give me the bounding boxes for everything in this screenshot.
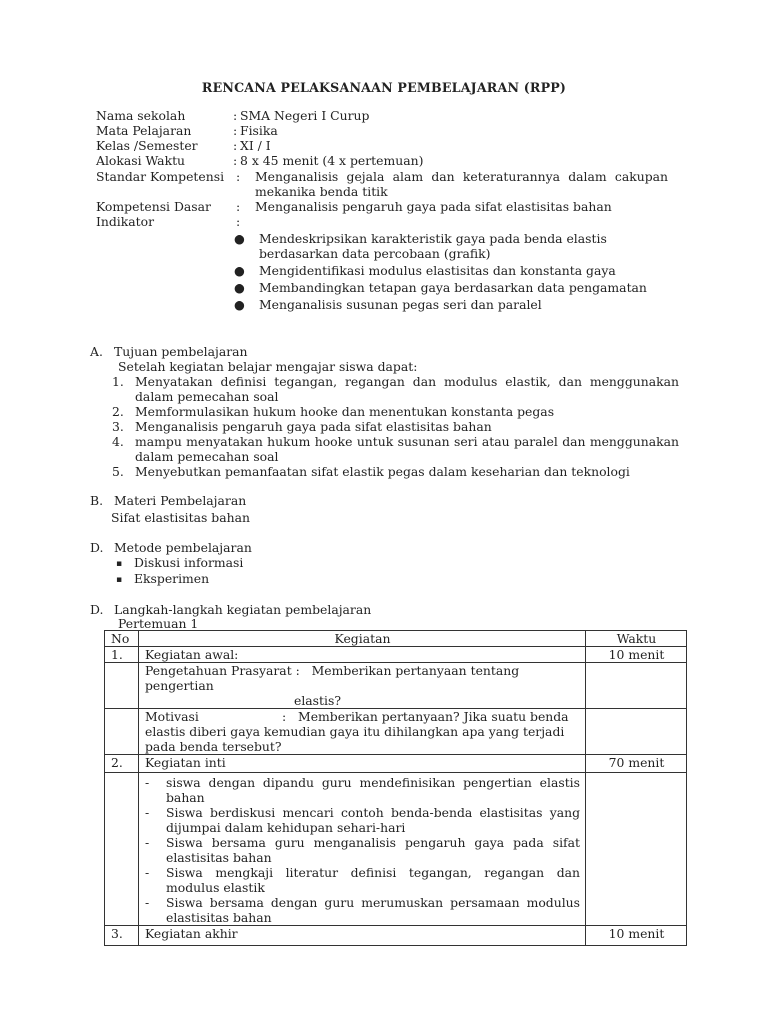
inti-text: Siswa bersama dengan guru merumuskan persamaan modulus elastisitas bahan bbox=[166, 895, 580, 925]
info-colon: : bbox=[233, 153, 238, 168]
info-label: Standar Kompetensi bbox=[96, 169, 225, 184]
item-number: 5. bbox=[112, 464, 124, 479]
cell-waktu bbox=[586, 773, 687, 926]
indikator-text: Menganalisis susunan pegas seri dan paralel bbox=[259, 297, 542, 312]
kegiatan-table bbox=[104, 630, 687, 946]
info-colon: : bbox=[233, 138, 238, 153]
table-row bbox=[105, 663, 687, 709]
section-tujuan bbox=[90, 344, 680, 359]
info-value-line1: Menganalisis gejala alam dan keteraturannya dalam cakupan bbox=[255, 169, 668, 184]
indikator-item bbox=[234, 297, 674, 312]
dash-icon: - bbox=[145, 895, 150, 910]
info-colon: : bbox=[236, 214, 241, 229]
table-header-row bbox=[105, 631, 687, 647]
tujuan-intro: Setelah kegiatan belajar mengajar siswa dapat: bbox=[118, 359, 418, 374]
square-bullet-icon: ▪ bbox=[116, 559, 123, 569]
section-langkah bbox=[90, 602, 680, 617]
section-title: Materi Pembelajaran bbox=[114, 493, 247, 508]
bullet-icon: ● bbox=[234, 231, 245, 246]
inti-item bbox=[145, 775, 580, 805]
section-number: D. bbox=[90, 602, 104, 617]
info-label: Kompetensi Dasar bbox=[96, 199, 211, 214]
info-value: Fisika bbox=[240, 123, 278, 138]
inti-item bbox=[145, 835, 580, 865]
inti-item bbox=[145, 865, 580, 895]
inti-text: siswa dengan dipandu guru mendefinisikan pengertian elastis bahan bbox=[166, 775, 580, 805]
section-number: B. bbox=[90, 493, 104, 508]
cell-no: 3. bbox=[105, 926, 139, 946]
section-title: Tujuan pembelajaran bbox=[114, 344, 248, 359]
indikator-text: Mengidentifikasi modulus elastisitas dan konstanta gaya bbox=[259, 263, 616, 278]
item-number: 3. bbox=[112, 419, 124, 434]
item-text: Menyebutkan pemanfaatan sifat elastik pegas dalam keseharian dan teknologi bbox=[135, 464, 630, 479]
section-title: Langkah-langkah kegiatan pembelajaran bbox=[114, 602, 372, 617]
item-text: Memformulasikan hukum hooke dan menentukan konstanta pegas bbox=[135, 404, 555, 419]
header-kegiatan: Kegiatan bbox=[139, 631, 586, 647]
info-kelas-semester bbox=[96, 138, 668, 153]
table-row bbox=[105, 926, 687, 946]
motivasi-text-cont: elastis diberi gaya kemudian gaya itu dihilangkan apa yang terjadi pada benda tersebut? bbox=[145, 724, 565, 754]
bullet-icon: ● bbox=[234, 280, 245, 295]
metode-item bbox=[116, 571, 209, 588]
info-label: Kelas /Semester bbox=[96, 138, 198, 153]
table-row bbox=[105, 755, 687, 773]
section-number: A. bbox=[90, 344, 103, 359]
motivasi-label: Motivasi bbox=[145, 709, 199, 724]
info-value: SMA Negeri I Curup bbox=[240, 108, 370, 123]
inti-item bbox=[145, 805, 580, 835]
inti-text: Siswa mengkaji literatur definisi tegangan, regangan dan modulus elastik bbox=[166, 865, 580, 895]
tujuan-item bbox=[112, 374, 679, 404]
prasyarat-text: Memberikan pertanyaan tentang pengertian bbox=[145, 663, 520, 693]
inti-item bbox=[145, 895, 580, 925]
info-label: Nama sekolah bbox=[96, 108, 186, 123]
info-value-line2: mekanika benda titik bbox=[255, 184, 388, 199]
dash-icon: - bbox=[145, 805, 150, 820]
cell-no: 1. bbox=[105, 647, 139, 663]
item-text: Menyatakan definisi tegangan, regangan dan modulus elastik, dan menggunakan dalam pemecahan soal bbox=[135, 374, 679, 404]
info-label: Mata Pelajaran bbox=[96, 123, 192, 138]
info-value: 8 x 45 menit (4 x pertemuan) bbox=[240, 153, 424, 168]
bullet-icon: ● bbox=[234, 297, 245, 312]
cell-waktu bbox=[586, 709, 687, 755]
document-title: RENCANA PELAKSANAAN PEMBELAJARAN (RPP) bbox=[201, 80, 567, 95]
info-colon: : bbox=[236, 199, 241, 214]
cell-kegiatan: Kegiatan inti bbox=[139, 755, 586, 773]
tujuan-item bbox=[112, 434, 679, 464]
item-number: 1. bbox=[112, 374, 124, 389]
dash-icon: - bbox=[145, 865, 150, 880]
info-nama-sekolah bbox=[96, 108, 668, 123]
cell-no bbox=[105, 709, 139, 755]
cell-inti-list bbox=[139, 773, 586, 926]
square-bullet-icon: ▪ bbox=[116, 575, 123, 585]
motivasi-colon: : bbox=[282, 709, 287, 724]
indikator-text: Membandingkan tetapan gaya berdasarkan data pengamatan bbox=[259, 280, 647, 295]
info-colon: : bbox=[233, 123, 238, 138]
item-text: mampu menyatakan hukum hooke untuk susunan seri atau paralel dan menggunakan dalam pemecahan soal bbox=[135, 434, 679, 464]
header-no: No bbox=[105, 631, 139, 647]
indikator-text: Mendeskripsikan karakteristik gaya pada benda elastis berdasarkan data percobaan (grafik) bbox=[259, 231, 607, 261]
inti-text: Siswa berdiskusi mencari contoh benda-benda elastisitas yang dijumpai dalam kehidupan sehari-hari bbox=[166, 805, 580, 835]
item-number: 4. bbox=[112, 434, 124, 449]
cell-kegiatan: Kegiatan awal: bbox=[139, 647, 586, 663]
metode-text: Eksperimen bbox=[134, 571, 210, 586]
inti-text: Siswa bersama guru menganalisis pengaruh gaya pada sifat elastisitas bahan bbox=[166, 835, 580, 865]
tujuan-item bbox=[112, 419, 679, 434]
item-number: 2. bbox=[112, 404, 124, 419]
cell-kegiatan: Kegiatan akhir bbox=[139, 926, 586, 946]
info-kompetensi-dasar bbox=[96, 199, 668, 214]
info-label: Alokasi Waktu bbox=[96, 153, 186, 168]
cell-waktu: 10 menit bbox=[586, 926, 687, 946]
indikator-item bbox=[234, 231, 674, 261]
section-number: D. bbox=[90, 540, 104, 555]
motivasi-text: Memberikan pertanyaan? Jika suatu benda bbox=[298, 709, 569, 724]
tujuan-item bbox=[112, 404, 679, 419]
metode-text: Diskusi informasi bbox=[134, 555, 244, 570]
table-row bbox=[105, 709, 687, 755]
info-indikator bbox=[96, 214, 668, 229]
header-waktu: Waktu bbox=[586, 631, 687, 647]
table-row bbox=[105, 773, 687, 926]
info-mata-pelajaran bbox=[96, 123, 668, 138]
prasyarat-label: Pengetahuan Prasyarat : bbox=[145, 663, 300, 678]
info-colon: : bbox=[233, 108, 238, 123]
cell-no bbox=[105, 663, 139, 709]
dash-icon: - bbox=[145, 775, 150, 790]
metode-item bbox=[116, 555, 243, 572]
materi-body: Sifat elastisitas bahan bbox=[111, 510, 250, 525]
item-text: Menganalisis pengaruh gaya pada sifat elastisitas bahan bbox=[135, 419, 492, 434]
dash-icon: - bbox=[145, 835, 150, 850]
indikator-item bbox=[234, 263, 674, 278]
info-standar-kompetensi bbox=[96, 169, 668, 199]
indikator-item bbox=[234, 280, 674, 295]
bullet-icon: ● bbox=[234, 263, 245, 278]
cell-waktu: 70 menit bbox=[586, 755, 687, 773]
pertemuan-label: Pertemuan 1 bbox=[118, 616, 199, 631]
cell-motivasi bbox=[139, 709, 586, 755]
section-metode bbox=[90, 540, 680, 555]
tujuan-item bbox=[112, 464, 679, 479]
table-row bbox=[105, 647, 687, 663]
info-alokasi-waktu bbox=[96, 153, 668, 168]
cell-waktu bbox=[586, 663, 687, 709]
cell-no bbox=[105, 773, 139, 926]
section-title: Metode pembelajaran bbox=[114, 540, 252, 555]
cell-prasyarat bbox=[139, 663, 586, 709]
prasyarat-text-cont: elastis? bbox=[294, 693, 341, 708]
cell-waktu: 10 menit bbox=[586, 647, 687, 663]
cell-no: 2. bbox=[105, 755, 139, 773]
info-value: XI / I bbox=[240, 138, 271, 153]
info-colon: : bbox=[236, 169, 241, 184]
info-label: Indikator bbox=[96, 214, 155, 229]
info-value: Menganalisis pengaruh gaya pada sifat elastisitas bahan bbox=[255, 199, 612, 214]
section-materi bbox=[90, 493, 680, 508]
